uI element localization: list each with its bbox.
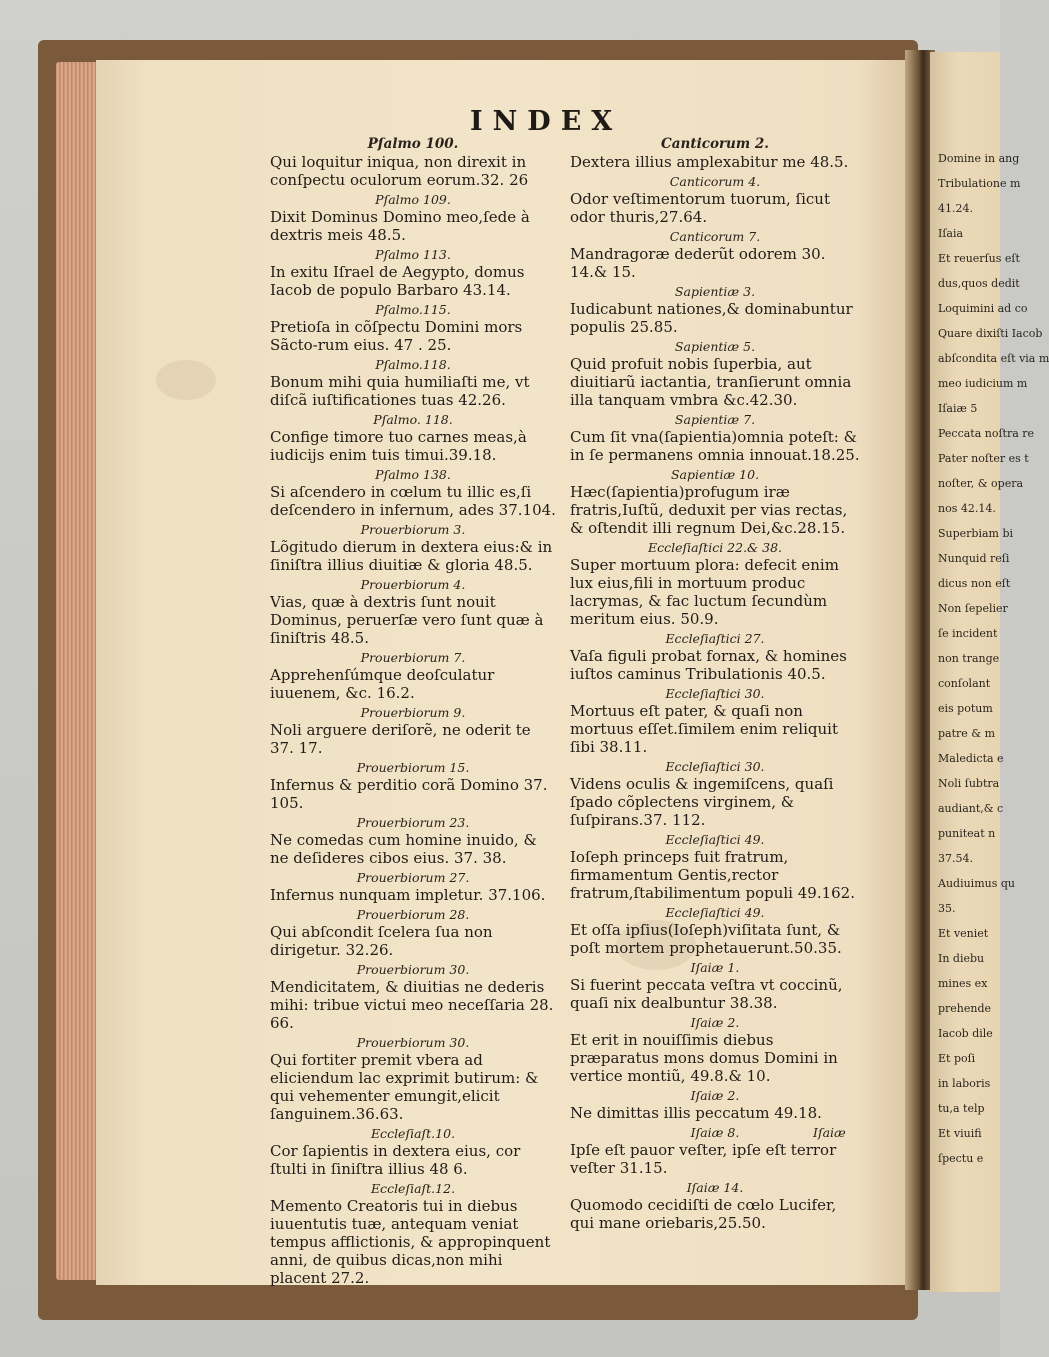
entry-text: Ne comedas cum homine inuido, & ne deſideres cibos eius. 37. 38.: [270, 831, 537, 867]
index-entry: [570, 630, 860, 683]
entry-text: Ioſeph princeps fuit fratrum, firmamentum Gentis,rector fratrum,ſtabilimentum populi 49.162.: [570, 848, 855, 902]
index-entry: [270, 1034, 556, 1123]
facing-page-fragment: prehende: [938, 1002, 992, 1015]
index-entry: [570, 1179, 860, 1232]
index-entry: [270, 1125, 556, 1178]
entry-heading: Canticorum 2.: [661, 136, 769, 152]
facing-page-fragment: In diebu: [938, 952, 985, 965]
entry-text: Noli arguere deriſorẽ, ne oderit te 37. 17.: [270, 721, 531, 757]
facing-page-fragment: Superbiam bi: [938, 527, 1014, 540]
entry-text: Qui loquitur iniqua, non direxit in conſpectu oculorum eorum.32. 26: [270, 153, 529, 189]
facing-page-fragment: Peccata noſtra re: [938, 427, 1035, 440]
index-entry: [270, 411, 556, 464]
index-entry: [270, 576, 556, 647]
entry-text: Cum ſit vna(ſapientia)omnia poteſt: & in ſe permanens omnia innouat.18.25.: [570, 428, 860, 464]
facing-page-fragment: Non ſepelier: [938, 602, 1008, 615]
entry-text: Confige timore tuo carnes meas,à iudicijs enim tuis timui.39.18.: [270, 428, 527, 464]
entry-heading: Prouerbiorum 4.: [360, 577, 466, 592]
index-entry: [270, 906, 556, 959]
entry-text: Infernus nunquam impletur. 37.106.: [270, 886, 546, 904]
facing-page-fragment: 35.: [938, 902, 956, 915]
page-edges: [56, 62, 98, 1280]
index-entry: [270, 246, 556, 299]
facing-page-fragment: Audiuimus qu: [938, 877, 1015, 890]
entry-heading: Pſalmo 100.: [367, 136, 459, 152]
facing-page-fragment: mines ex: [938, 977, 988, 990]
facing-page-fragment: non trange: [938, 652, 1000, 665]
index-entry: [570, 539, 860, 628]
index-entry: [570, 228, 860, 281]
entry-heading: Pſalmo 113.: [375, 247, 451, 262]
index-entry: [570, 338, 860, 409]
entry-text: Cor ſapientis in dextera eius, cor ſtulti in ſiniſtra illius 48 6.: [270, 1142, 521, 1178]
facing-page: [930, 52, 1049, 1292]
entry-text: Lõgitudo dierum in dextera eius:& in ſiniſtra illius diuitiæ & gloria 48.5.: [270, 538, 553, 574]
index-entry: [570, 959, 860, 1012]
facing-page-fragment: puniteat n: [938, 827, 996, 840]
entry-text: Apprehenſúmque deoſculatur iuuenem, &c. 16.2.: [270, 666, 495, 702]
entry-text: Hæc(ſapientia)profugum iræ fratris,Iuſtũ, deduxit per vias rectas, & oſtendit illi regnum Dei,&c.28.15.: [570, 483, 848, 537]
index-entry: [570, 1087, 860, 1122]
facing-page-fragment: 37.54.: [938, 852, 973, 865]
entry-heading: Eccleſiaſt.10.: [370, 1126, 456, 1141]
facing-page-fragment: Pater noſter es t: [938, 452, 1029, 465]
entry-text: Vaſa figuli probat fornax, & homines iuſtos caminus Tribulationis 40.5.: [570, 647, 847, 683]
entry-heading: Eccleſiaſtici 30.: [665, 759, 765, 774]
index-entry: [270, 869, 556, 904]
catchword: Iſaiæ: [813, 1125, 846, 1140]
index-entry: [570, 136, 860, 171]
facing-page-fragment: Loquimini ad co: [938, 302, 1028, 315]
entry-heading: Pſalmo 109.: [375, 192, 451, 207]
index-entry: [270, 356, 556, 409]
entry-text: Mendicitatem, & diuitias ne dederis mihi: tribue victui meo neceſſaria 28. 66.: [270, 978, 554, 1032]
facing-page-fragment: eis potum: [938, 702, 993, 715]
index-entry: [570, 831, 860, 902]
entry-heading: Prouerbiorum 23.: [356, 815, 470, 830]
facing-page-fragment: Et poſi: [938, 1052, 976, 1065]
facing-page-fragment: Iacob dile: [938, 1027, 993, 1040]
index-entry: [570, 685, 860, 756]
index-entry: [570, 173, 860, 226]
facing-page-fragment: Quare dixiſti Iacob: [938, 327, 1043, 340]
entry-heading: Prouerbiorum 15.: [356, 760, 470, 775]
entry-text: Quomodo cecidiſti de cœlo Lucifer, qui mane oriebaris,25.50.: [570, 1196, 837, 1232]
facing-page-fragment: tu,a telp: [938, 1102, 985, 1115]
facing-page-fragment: abſcondita eſt via m: [938, 352, 1049, 365]
index-entry: [570, 1014, 860, 1085]
facing-page-fragment: ſe incident: [938, 627, 998, 640]
entry-text: Mandragoræ dederũt odorem 30. 14.& 15.: [570, 245, 826, 281]
entry-heading: Eccleſiaſtici 49.: [665, 905, 765, 920]
entry-text: Quid profuit nobis ſuperbia, aut diuitiarũ iactantia, tranſierunt omnia illa tanquam vmbra &c.42.30.: [570, 355, 852, 409]
entry-heading: Iſaiæ 8.: [690, 1125, 740, 1140]
entry-heading: Iſaiæ 1.: [690, 960, 740, 975]
facing-page-fragment: ſpectu e: [938, 1152, 984, 1165]
entry-text: Et oſſa ipſius(Ioſeph)viſitata ſunt, & poſt mortem prophetauerunt.50.35.: [570, 921, 842, 957]
entry-text: Infernus & perditio corã Domino 37. 105.: [270, 776, 548, 812]
entry-text: Ne dimittas illis peccatum 49.18.: [570, 1104, 822, 1122]
index-entry: [270, 521, 556, 574]
index-entry: [570, 283, 860, 336]
entry-heading: Sapientiæ 5.: [674, 339, 756, 354]
entry-heading: Canticorum 4.: [669, 174, 761, 189]
index-entry: [270, 191, 556, 244]
facing-page-fragment: Iſaiæ 5: [938, 402, 978, 415]
index-entry: [270, 814, 556, 867]
facing-page-fragment: conſolant: [938, 677, 991, 690]
entry-heading: Pſalmo. 118.: [373, 412, 453, 427]
facing-page-fragment: nos 42.14.: [938, 502, 996, 515]
entry-text: Et erit in nouiſſimis diebus præparatus mons domus Domini in vertice montiũ, 49.8.& 10.: [570, 1031, 838, 1085]
index-entry: [270, 649, 556, 702]
entry-heading: Eccleſiaſtici 49.: [665, 832, 765, 847]
index-entry: [270, 1180, 556, 1287]
entry-text: Odor veſtimentorum tuorum, ſicut odor thuris,27.64.: [570, 190, 830, 226]
entry-text: Si aſcendero in cœlum tu illic es,ſi deſcendero in infernum, ades 37.104.: [270, 483, 556, 519]
entry-text: Videns oculis & ingemiſcens, quaſi ſpado cõplectens virginem, & ſuſpirans.37. 112.: [570, 775, 834, 829]
entry-heading: Pſalmo.115.: [375, 302, 451, 317]
entry-text: Dixit Dominus Domino meo,ſede à dextris meis 48.5.: [270, 208, 530, 244]
index-column-right: [570, 136, 860, 1234]
index-entry: [270, 759, 556, 812]
paper-stain: [156, 360, 216, 400]
facing-page-fragment: Et reuerſus eſt: [938, 252, 1020, 265]
facing-page-fragment: Et viuifi: [938, 1127, 982, 1140]
entry-text: Vias, quæ à dextris ſunt nouit Dominus, peruerſæ vero ſunt quæ à ſiniſtris 48.5.: [270, 593, 544, 647]
facing-page-fragment: dus,quos dedit: [938, 277, 1020, 290]
index-entry: [270, 301, 556, 354]
entry-text: Super mortuum plora: defecit enim lux eius,fili in mortuum produc lacrymas, & fac luctum ſecundùm meritum eius. 50.9.: [570, 556, 839, 628]
index-column-left: [270, 136, 556, 1289]
facing-page-fragment: Iſaia: [938, 227, 964, 240]
index-entry: [270, 961, 556, 1032]
entry-heading: Prouerbiorum 30.: [356, 962, 470, 977]
entry-text: Bonum mihi quia humiliaſti me, vt diſcã iuſtificationes tuas 42.26.: [270, 373, 530, 409]
entry-heading: Prouerbiorum 28.: [356, 907, 470, 922]
index-entry: [270, 136, 556, 189]
entry-heading: Sapientiæ 3.: [674, 284, 756, 299]
index-entry: [570, 466, 860, 537]
entry-text: In exitu Iſrael de Aegypto, domus Iacob de populo Barbaro 43.14.: [270, 263, 525, 299]
facing-page-fragment: Maledicta e: [938, 752, 1004, 765]
index-entry: [570, 411, 860, 464]
facing-page-fragment: audiant,& c: [938, 802, 1004, 815]
index-entry: [570, 904, 860, 957]
entry-heading: Eccleſiaſtici 22.& 38.: [647, 540, 783, 555]
entry-heading: Prouerbiorum 7.: [360, 650, 466, 665]
facing-page-fragment: meo iudicium m: [938, 377, 1028, 390]
entry-text: Memento Creatoris tui in diebus iuuentutis tuæ, antequam veniat tempus afflictionis, & appropinquent anni, de quibus dicas,non mihi placent 27.2.: [270, 1197, 551, 1287]
entry-heading: Eccleſiaſtici 27.: [665, 631, 765, 646]
entry-text: Ipſe eſt pauor veſter, ipſe eſt terror veſter 31.15.: [570, 1141, 837, 1177]
facing-page-fragment: Tribulatione m: [938, 177, 1021, 190]
entry-text: Si fuerint peccata veſtra vt coccinũ, quaſi nix dealbuntur 38.38.: [570, 976, 843, 1012]
entry-heading: Eccleſiaſt.12.: [370, 1181, 456, 1196]
index-entry: [570, 758, 860, 829]
facing-page-fragment: noſter, & opera: [938, 477, 1024, 490]
facing-page-fragment: Et veniet: [938, 927, 989, 940]
index-entry: [270, 704, 556, 757]
facing-page-fragment: Nunquid reſi: [938, 552, 1010, 565]
entry-heading: Pſalmo.118.: [375, 357, 451, 372]
entry-heading: Prouerbiorum 27.: [356, 870, 470, 885]
facing-page-fragment: Noli ſubtra: [938, 777, 1000, 790]
entry-heading: Iſaiæ 2.: [690, 1088, 740, 1103]
entry-text: Pretioſa in cõſpectu Domini mors Sãcto-rum eius. 47 . 25.: [270, 318, 523, 354]
facing-page-fragment: 41.24.: [938, 202, 973, 215]
entry-heading: Sapientiæ 10.: [670, 467, 760, 482]
entry-heading: Iſaiæ 14.: [686, 1180, 744, 1195]
entry-heading: Eccleſiaſtici 30.: [665, 686, 765, 701]
entry-heading: Prouerbiorum 9.: [360, 705, 466, 720]
entry-heading: Prouerbiorum 3.: [360, 522, 466, 537]
facing-page-fragment: Domine in ang: [938, 152, 1020, 165]
entry-text: Mortuus eſt pater, & quaſi non mortuus eſſet.ſimilem enim reliquit ſibi 38.11.: [570, 702, 838, 756]
entry-text: Dextera illius amplexabitur me 48.5.: [570, 153, 849, 171]
entry-heading: Iſaiæ 2.: [690, 1015, 740, 1030]
entry-heading: Canticorum 7.: [669, 229, 761, 244]
facing-page-fragment: dicus non eſt: [938, 577, 1011, 590]
page-title: INDEX: [470, 106, 623, 137]
entry-heading: Prouerbiorum 30.: [356, 1035, 470, 1050]
index-entry: [270, 466, 556, 519]
entry-text: Qui abſcondit ſcelera ſua non dirigetur. 32.26.: [270, 923, 493, 959]
entry-text: Qui fortiter premit vbera ad eliciendum lac exprimit butirum: & qui vehementer emungit,elicit ſanguinem.36.63.: [270, 1051, 539, 1123]
facing-page-fragment: patre & m: [938, 727, 996, 740]
entry-text: Iudicabunt nationes,& dominabuntur populis 25.85.: [570, 300, 853, 336]
entry-heading: Pſalmo 138.: [375, 467, 451, 482]
facing-page-fragment: in laboris: [938, 1077, 991, 1090]
entry-heading: Sapientiæ 7.: [674, 412, 756, 427]
